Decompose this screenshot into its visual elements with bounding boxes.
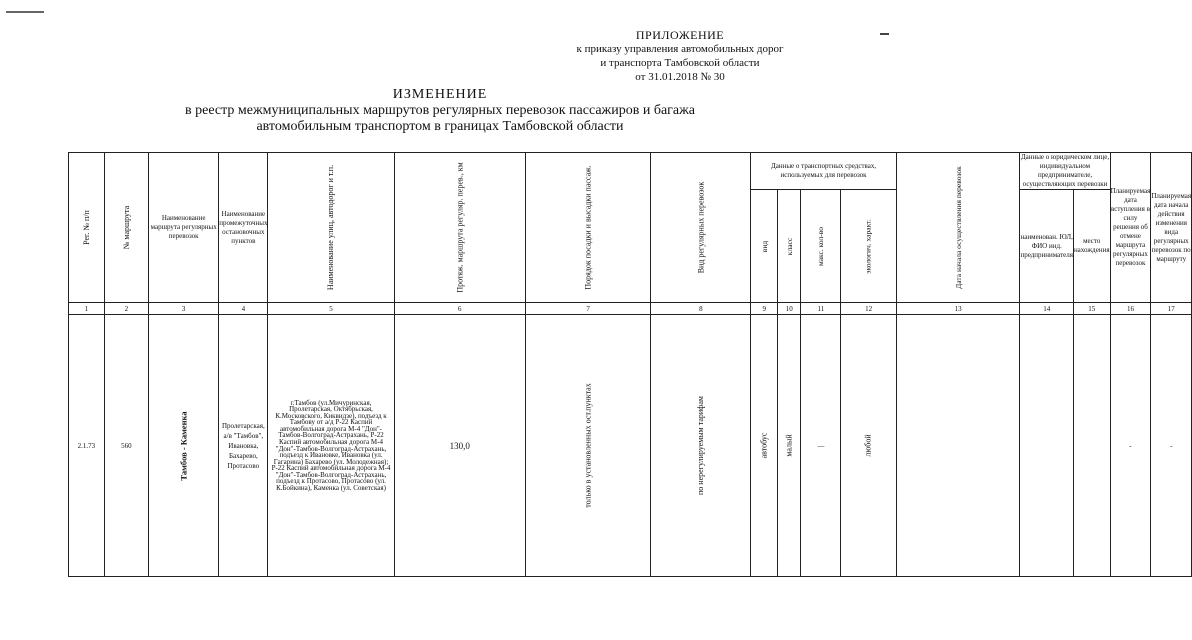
transport-kind: по нерегулируемым тарифам bbox=[696, 396, 706, 495]
vehicle-type-cell bbox=[751, 315, 778, 577]
column-number: 4 bbox=[219, 303, 268, 315]
column-number: 14 bbox=[1020, 303, 1073, 315]
header-cell bbox=[69, 153, 105, 303]
header-text: Дата начала осуществления перевозок bbox=[953, 166, 963, 289]
reg-number: 2.1.73 bbox=[69, 315, 105, 577]
header-text: Наименование улиц, автодорог и т.п. bbox=[326, 164, 336, 291]
registry-table bbox=[68, 152, 1192, 577]
appendix-date: от 31.01.2018 № 30 bbox=[635, 71, 725, 83]
carrier-name bbox=[1020, 315, 1073, 577]
header-group-vehicles: Данные о транспортных средствах, используемых для перевозок bbox=[751, 153, 897, 190]
header-text: Порядок посадки и высадки пассаж. bbox=[583, 165, 593, 290]
column-number: 16 bbox=[1110, 303, 1151, 315]
start-date bbox=[896, 315, 1020, 577]
stops: Пролетарская, а/в "Тамбов", Ивановка, Бахарево, Протасово bbox=[219, 315, 268, 577]
header-cell: место нахождения bbox=[1073, 190, 1110, 303]
boarding-order: только в установленных ост.пунктах bbox=[583, 383, 593, 508]
header-cell bbox=[801, 190, 841, 303]
scan-mark bbox=[6, 11, 44, 13]
header-text: № маршрута bbox=[121, 205, 131, 250]
appendix-title: ПРИЛОЖЕНИЕ bbox=[635, 28, 725, 42]
column-number: 11 bbox=[801, 303, 841, 315]
header-cell bbox=[394, 153, 525, 303]
header-cell bbox=[778, 190, 801, 303]
header-cell: Планируемая дата начала действия изменения вида регулярных перевозок по маршруту bbox=[1151, 153, 1192, 303]
route-name: Тамбов - Каменка bbox=[178, 410, 189, 481]
carrier-location bbox=[1073, 315, 1110, 577]
route-number: 560 bbox=[104, 315, 148, 577]
header-cell bbox=[841, 190, 896, 303]
column-number: 9 bbox=[751, 303, 778, 315]
header-text: Вид регулярных перевозок bbox=[696, 181, 706, 274]
route-name-cell bbox=[149, 315, 219, 577]
column-number: 8 bbox=[651, 303, 751, 315]
table-row bbox=[69, 315, 1192, 577]
header-group-carrier: Данные о юридическом лице, индивидуальном предпринимателе, осуществляющих перевозки bbox=[1020, 153, 1110, 188]
header-cell: Планируемая дата вступления в силу решения об отмене маршрута регулярных перевозок bbox=[1110, 153, 1151, 303]
header-text: Протяж. маршрута регуляр. перев., км bbox=[455, 162, 465, 293]
header-cell bbox=[525, 153, 650, 303]
document-subtitle: в реестр межмуниципальных маршрутов регулярных перевозок пассажиров и багажа bbox=[185, 103, 695, 118]
document-title-block bbox=[150, 86, 730, 135]
vehicle-class-cell bbox=[778, 315, 801, 577]
vehicle-type: автобус bbox=[759, 432, 769, 459]
header-cell bbox=[751, 190, 778, 303]
column-number: 5 bbox=[268, 303, 394, 315]
column-number: 1 bbox=[69, 303, 105, 315]
appendix-line: и транспорта Тамбовской области bbox=[600, 57, 760, 69]
eco-cell bbox=[841, 315, 896, 577]
vehicle-class: малый bbox=[784, 434, 794, 457]
max-count: — bbox=[801, 315, 841, 577]
column-number: 15 bbox=[1073, 303, 1110, 315]
header-text: класс bbox=[784, 237, 794, 255]
column-number: 17 bbox=[1151, 303, 1192, 315]
column-number: 12 bbox=[841, 303, 896, 315]
appendix-block bbox=[560, 28, 800, 84]
header-cell: Наименование промежуточных остановочных пунктов bbox=[219, 153, 268, 303]
column-number: 2 bbox=[104, 303, 148, 315]
planned-cancel-date: - bbox=[1110, 315, 1151, 577]
planned-change-date: - bbox=[1151, 315, 1192, 577]
document-title: ИЗМЕНЕНИЕ bbox=[392, 87, 488, 102]
column-number: 7 bbox=[525, 303, 650, 315]
column-number: 6 bbox=[394, 303, 525, 315]
column-number: 13 bbox=[896, 303, 1020, 315]
kind-cell bbox=[651, 315, 751, 577]
header-text: экологич. характ. bbox=[864, 218, 874, 274]
header-cell: Наименование маршрута регулярных перевозок bbox=[149, 153, 219, 303]
header-text: макс. кол-во bbox=[816, 226, 826, 266]
header-cell bbox=[104, 153, 148, 303]
header-cell bbox=[896, 153, 1020, 303]
header-text: вид bbox=[759, 240, 769, 252]
document-subtitle: автомобильным транспортом в границах Тамбовской области bbox=[256, 119, 624, 134]
appendix-line: к приказу управления автомобильных дорог bbox=[576, 43, 784, 55]
column-number: 3 bbox=[149, 303, 219, 315]
header-text: Рег. № п/п bbox=[81, 210, 91, 245]
header-cell: наименован. ЮЛ, ФИО инд. предпринимателя bbox=[1020, 190, 1073, 303]
header-cell bbox=[268, 153, 394, 303]
route-length: 130,0 bbox=[394, 315, 525, 577]
eco-class: любой bbox=[864, 434, 874, 457]
column-number: 10 bbox=[778, 303, 801, 315]
boarding-cell bbox=[525, 315, 650, 577]
scan-mark bbox=[880, 33, 889, 41]
header-cell bbox=[651, 153, 751, 303]
streets: г.Тамбов (ул.Мичуринская, Пролетарская, Октябрьская, К.Московского, Киквидзе), подъезд к Тамбову от а/д Р-22 Каспий автомобильная дорога М-4 "Дон"-Тамбов-Волгоград-Астрахань, Р-22 Каспий автомобильная дорога М-4 "Дон"-Тамбов-Волгоград-Астрахань, подъезд к Ивановке, Ивановка (ул. Гагарина) Бахарево (ул. Молодежная); Р-22 Каспий автомобильная дорога М-4 "Дон"-Тамбов-Волгоград-Астрахань, подъезд к Протасово, Протасово (ул. К.Бойкина), Каменка (ул. Советская) bbox=[268, 315, 394, 577]
